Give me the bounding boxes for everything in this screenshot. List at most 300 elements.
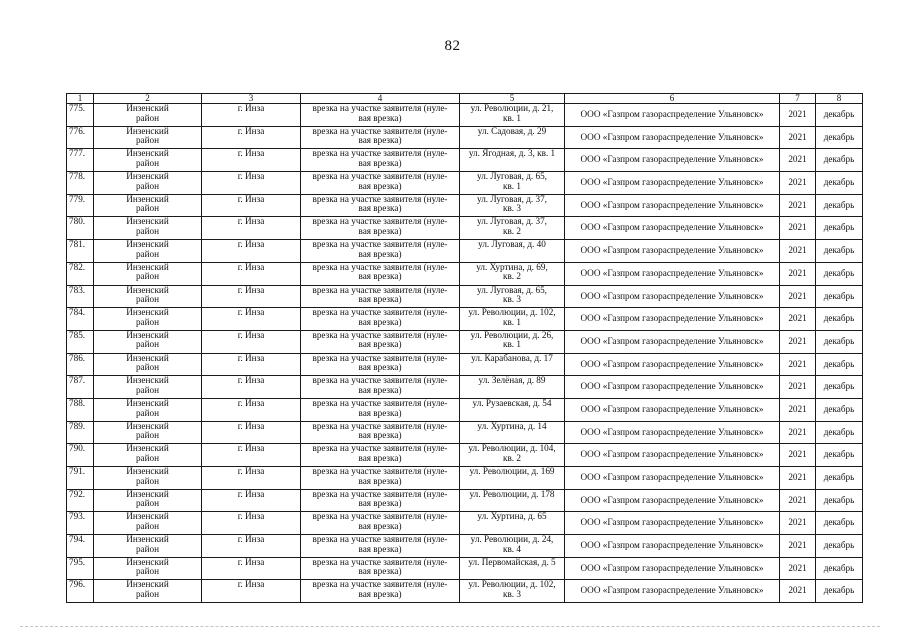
address-line: кв. 1: [503, 180, 521, 191]
address-cell: [460, 421, 565, 444]
row-number: 791.: [67, 467, 94, 490]
address-cell: [460, 353, 565, 376]
address-cell: [460, 126, 565, 149]
page-number: 82: [444, 38, 461, 54]
work-description-cell: [301, 285, 460, 308]
address-line: ул. Луговая, д. 37,: [477, 216, 547, 227]
description-line: врезка на участке заявителя (нуле-: [312, 285, 448, 295]
month-cell: декабрь: [816, 398, 863, 421]
district-cell: [94, 489, 202, 512]
description-line: вая врезка): [358, 543, 402, 554]
work-description-cell: [301, 149, 460, 172]
table-row: [67, 398, 863, 421]
organization-cell: ООО «Газпром газораспределение Ульяновск»: [565, 467, 780, 490]
table-row: [67, 376, 863, 399]
column-header: 1: [67, 94, 94, 104]
organization-cell: ООО «Газпром газораспределение Ульяновск»: [565, 489, 780, 512]
work-description-cell: [301, 262, 460, 285]
table-row: [67, 240, 863, 263]
address-line: ул. Революции, д. 104,: [468, 443, 556, 454]
table-row: [67, 489, 863, 512]
address-line: кв. 4: [503, 543, 521, 554]
work-description-cell: [301, 330, 460, 353]
description-line: вая врезка): [358, 430, 402, 441]
address-cell: [460, 535, 565, 558]
table-row: [67, 421, 863, 444]
description-line: врезка на участке заявителя (нуле-: [312, 307, 448, 318]
year-cell: 2021: [780, 580, 816, 603]
organization-cell: ООО «Газпром газораспределение Ульяновск»: [565, 149, 780, 172]
year-cell: 2021: [780, 285, 816, 308]
district-line: район: [135, 203, 160, 214]
month-cell: декабрь: [816, 308, 863, 331]
year-cell: 2021: [780, 149, 816, 172]
description-line: вая врезка): [358, 203, 402, 214]
work-description-cell: [301, 557, 460, 580]
row-number: 775.: [67, 104, 94, 127]
district-line: район: [135, 316, 160, 327]
description-line: вая врезка): [358, 135, 402, 146]
address-line: ул. Луговая, д. 65,: [477, 285, 547, 295]
city-cell: г. Инза: [202, 467, 301, 490]
year-cell: 2021: [780, 444, 816, 467]
description-line: врезка на участке заявителя (нуле-: [312, 534, 448, 545]
district-line: район: [135, 384, 160, 395]
address-line: ул. Революции, д. 26,: [470, 330, 554, 340]
address-cell: [460, 149, 565, 172]
district-cell: [94, 262, 202, 285]
gasification-table: [66, 93, 863, 603]
work-description-cell: [301, 104, 460, 127]
description-line: врезка на участке заявителя (нуле-: [312, 511, 448, 522]
organization-cell: ООО «Газпром газораспределение Ульяновск»: [565, 194, 780, 217]
description-line: вая врезка): [358, 362, 402, 373]
row-number: 787.: [67, 376, 94, 399]
district-cell: [94, 330, 202, 353]
month-cell: декабрь: [816, 512, 863, 535]
work-description-cell: [301, 580, 460, 603]
description-line: вая врезка): [358, 407, 402, 418]
city-cell: г. Инза: [202, 149, 301, 172]
table-row: [67, 330, 863, 353]
description-line: вая врезка): [358, 226, 402, 237]
table-row: [67, 149, 863, 172]
table-row: [67, 467, 863, 490]
city-cell: г. Инза: [202, 126, 301, 149]
district-line: Инзенский: [126, 398, 169, 408]
organization-cell: ООО «Газпром газораспределение Ульяновск»: [565, 512, 780, 535]
address-cell: [460, 172, 565, 195]
district-line: район: [135, 135, 160, 146]
column-header: 8: [816, 94, 863, 104]
district-line: Инзенский: [126, 443, 169, 454]
row-number: 776.: [67, 126, 94, 149]
column-header: 2: [94, 94, 202, 104]
district-cell: [94, 217, 202, 240]
year-cell: 2021: [780, 353, 816, 376]
district-line: Инзенский: [126, 103, 169, 113]
organization-cell: ООО «Газпром газораспределение Ульяновск»: [565, 172, 780, 195]
year-cell: 2021: [780, 104, 816, 127]
description-line: вая врезка): [358, 271, 402, 282]
column-header: 5: [460, 94, 565, 104]
district-line: район: [135, 180, 160, 191]
year-cell: 2021: [780, 217, 816, 240]
district-line: район: [135, 475, 160, 486]
district-line: Инзенский: [126, 466, 169, 476]
description-line: вая врезка): [358, 384, 402, 395]
description-line: врезка на участке заявителя (нуле-: [312, 443, 448, 454]
row-number: 777.: [67, 149, 94, 172]
organization-cell: ООО «Газпром газораспределение Ульяновск»: [565, 285, 780, 308]
year-cell: 2021: [780, 421, 816, 444]
organization-cell: ООО «Газпром газораспределение Ульяновск»: [565, 398, 780, 421]
address-line: кв. 2: [503, 452, 521, 463]
row-number: 794.: [67, 535, 94, 558]
year-cell: 2021: [780, 398, 816, 421]
district-line: Инзенский: [126, 262, 169, 272]
description-line: врезка на участке заявителя (нуле-: [312, 330, 448, 340]
address-line: кв. 1: [503, 316, 521, 327]
district-line: район: [135, 407, 160, 418]
table-row: [67, 353, 863, 376]
organization-cell: ООО «Газпром газораспределение Ульяновск»: [565, 262, 780, 285]
city-cell: г. Инза: [202, 444, 301, 467]
district-line: район: [135, 543, 160, 554]
month-cell: декабрь: [816, 104, 863, 127]
description-line: вая врезка): [358, 248, 402, 259]
organization-cell: ООО «Газпром газораспределение Ульяновск»: [565, 217, 780, 240]
month-cell: декабрь: [816, 444, 863, 467]
month-cell: декабрь: [816, 557, 863, 580]
district-line: Инзенский: [126, 421, 169, 431]
row-number: 795.: [67, 557, 94, 580]
year-cell: 2021: [780, 489, 816, 512]
district-line: Инзенский: [126, 489, 169, 499]
address-cell: [460, 262, 565, 285]
month-cell: декабрь: [816, 489, 863, 512]
district-line: Инзенский: [126, 353, 169, 363]
address-line: ул. Хуртина, д. 14: [477, 421, 547, 431]
address-cell: [460, 104, 565, 127]
address-line: кв. 1: [503, 112, 521, 123]
scan-artifact-line: [20, 626, 880, 627]
work-description-cell: [301, 467, 460, 490]
district-cell: [94, 421, 202, 444]
month-cell: декабрь: [816, 217, 863, 240]
description-line: врезка на участке заявителя (нуле-: [312, 466, 448, 476]
district-cell: [94, 353, 202, 376]
district-line: Инзенский: [126, 285, 169, 295]
work-description-cell: [301, 512, 460, 535]
row-number: 778.: [67, 172, 94, 195]
work-description-cell: [301, 353, 460, 376]
district-line: район: [135, 271, 160, 282]
district-cell: [94, 172, 202, 195]
city-cell: г. Инза: [202, 262, 301, 285]
description-line: вая врезка): [358, 566, 402, 577]
city-cell: г. Инза: [202, 353, 301, 376]
description-line: вая врезка): [358, 498, 402, 509]
district-line: Инзенский: [126, 579, 169, 590]
address-line: ул. Революции, д. 178: [469, 489, 555, 499]
district-cell: [94, 194, 202, 217]
year-cell: 2021: [780, 126, 816, 149]
description-line: вая врезка): [358, 180, 402, 191]
city-cell: г. Инза: [202, 489, 301, 512]
address-line: ул. Революции, д. 102,: [468, 579, 556, 590]
district-line: район: [135, 589, 160, 600]
district-line: район: [135, 566, 160, 577]
row-number: 788.: [67, 398, 94, 421]
column-header: 6: [565, 94, 780, 104]
address-cell: [460, 240, 565, 263]
address-cell: [460, 512, 565, 535]
description-line: вая врезка): [358, 452, 402, 463]
address-line: ул. Хуртина, д. 65: [477, 511, 547, 522]
organization-cell: ООО «Газпром газораспределение Ульяновск»: [565, 330, 780, 353]
district-line: Инзенский: [126, 534, 169, 545]
district-line: Инзенский: [126, 194, 169, 204]
work-description-cell: [301, 535, 460, 558]
organization-cell: ООО «Газпром газораспределение Ульяновск»: [565, 353, 780, 376]
organization-cell: ООО «Газпром газораспределение Ульяновск»: [565, 444, 780, 467]
city-cell: г. Инза: [202, 376, 301, 399]
description-line: врезка на участке заявителя (нуле-: [312, 103, 448, 113]
address-cell: [460, 398, 565, 421]
year-cell: 2021: [780, 172, 816, 195]
address-line: ул. Революции, д. 102,: [468, 307, 556, 318]
address-line: ул. Революции, д. 169: [469, 466, 555, 476]
month-cell: декабрь: [816, 149, 863, 172]
description-line: вая врезка): [358, 475, 402, 486]
district-line: Инзенский: [126, 126, 169, 136]
city-cell: г. Инза: [202, 398, 301, 421]
table-row: [67, 580, 863, 603]
organization-cell: ООО «Газпром газораспределение Ульяновск»: [565, 376, 780, 399]
organization-cell: ООО «Газпром газораспределение Ульяновск»: [565, 535, 780, 558]
district-cell: [94, 512, 202, 535]
table-header-row: [67, 94, 863, 104]
row-number: 792.: [67, 489, 94, 512]
table-row: [67, 535, 863, 558]
work-description-cell: [301, 172, 460, 195]
city-cell: г. Инза: [202, 580, 301, 603]
district-line: район: [135, 520, 160, 531]
district-line: Инзенский: [126, 239, 169, 250]
description-line: врезка на участке заявителя (нуле-: [312, 579, 448, 590]
description-line: вая врезка): [358, 294, 402, 305]
district-line: район: [135, 498, 160, 509]
district-line: район: [135, 294, 160, 305]
address-line: ул. Зелёная, д. 89: [478, 375, 546, 386]
table-row: [67, 172, 863, 195]
year-cell: 2021: [780, 535, 816, 558]
work-description-cell: [301, 444, 460, 467]
city-cell: г. Инза: [202, 535, 301, 558]
city-cell: г. Инза: [202, 217, 301, 240]
column-header: 3: [202, 94, 301, 104]
month-cell: декабрь: [816, 580, 863, 603]
month-cell: декабрь: [816, 194, 863, 217]
district-line: район: [135, 430, 160, 441]
year-cell: 2021: [780, 467, 816, 490]
row-number: 790.: [67, 444, 94, 467]
work-description-cell: [301, 126, 460, 149]
city-cell: г. Инза: [202, 421, 301, 444]
address-line: кв. 2: [503, 271, 521, 282]
year-cell: 2021: [780, 557, 816, 580]
description-line: врезка на участке заявителя (нуле-: [312, 421, 448, 431]
address-cell: [460, 285, 565, 308]
month-cell: декабрь: [816, 126, 863, 149]
description-line: вая врезка): [358, 112, 402, 123]
city-cell: г. Инза: [202, 104, 301, 127]
city-cell: г. Инза: [202, 285, 301, 308]
district-cell: [94, 557, 202, 580]
work-description-cell: [301, 489, 460, 512]
organization-cell: ООО «Газпром газораспределение Ульяновск»: [565, 580, 780, 603]
description-line: врезка на участке заявителя (нуле-: [312, 171, 448, 182]
district-line: Инзенский: [126, 171, 169, 182]
address-cell: [460, 308, 565, 331]
row-number: 785.: [67, 330, 94, 353]
description-line: врезка на участке заявителя (нуле-: [312, 489, 448, 499]
table-row: [67, 512, 863, 535]
address-line: кв. 1: [503, 339, 521, 350]
district-cell: [94, 376, 202, 399]
city-cell: г. Инза: [202, 194, 301, 217]
description-line: врезка на участке заявителя (нуле-: [312, 557, 448, 567]
district-cell: [94, 535, 202, 558]
description-line: врезка на участке заявителя (нуле-: [312, 398, 448, 408]
column-header: 4: [301, 94, 460, 104]
district-cell: [94, 285, 202, 308]
district-line: район: [135, 157, 160, 168]
address-line: ул. Луговая, д. 65,: [477, 171, 547, 182]
organization-cell: ООО «Газпром газораспределение Ульяновск»: [565, 421, 780, 444]
district-line: Инзенский: [126, 330, 169, 340]
description-line: врезка на участке заявителя (нуле-: [312, 126, 448, 136]
address-cell: [460, 194, 565, 217]
address-line: кв. 2: [503, 226, 521, 237]
district-line: Инзенский: [126, 148, 169, 159]
year-cell: 2021: [780, 262, 816, 285]
organization-cell: ООО «Газпром газораспределение Ульяновск»: [565, 104, 780, 127]
table-row: [67, 194, 863, 217]
table-row: [67, 308, 863, 331]
district-line: Инзенский: [126, 511, 169, 522]
address-line: ул. Рузаевская, д. 54: [472, 398, 552, 408]
city-cell: г. Инза: [202, 308, 301, 331]
description-line: врезка на участке заявителя (нуле-: [312, 353, 448, 363]
organization-cell: ООО «Газпром газораспределение Ульяновск»: [565, 126, 780, 149]
district-cell: [94, 308, 202, 331]
month-cell: декабрь: [816, 376, 863, 399]
address-line: ул. Луговая, д. 40: [478, 239, 546, 250]
address-cell: [460, 467, 565, 490]
description-line: вая врезка): [358, 339, 402, 350]
address-cell: [460, 580, 565, 603]
description-line: вая врезка): [358, 157, 402, 168]
address-line: ул. Садовая, д. 29: [477, 126, 547, 136]
city-cell: г. Инза: [202, 512, 301, 535]
address-cell: [460, 444, 565, 467]
description-line: врезка на участке заявителя (нуле-: [312, 375, 448, 386]
year-cell: 2021: [780, 376, 816, 399]
address-line: кв. 3: [503, 203, 521, 214]
district-line: район: [135, 248, 160, 259]
district-line: район: [135, 452, 160, 463]
address-line: ул. Первомайская, д. 5: [468, 557, 556, 567]
organization-cell: ООО «Газпром газораспределение Ульяновск»: [565, 240, 780, 263]
row-number: 783.: [67, 285, 94, 308]
district-cell: [94, 240, 202, 263]
work-description-cell: [301, 398, 460, 421]
month-cell: декабрь: [816, 172, 863, 195]
description-line: врезка на участке заявителя (нуле-: [312, 262, 448, 272]
district-cell: [94, 104, 202, 127]
table-body: [67, 104, 863, 603]
district-line: Инзенский: [126, 375, 169, 386]
row-number: 789.: [67, 421, 94, 444]
row-number: 786.: [67, 353, 94, 376]
year-cell: 2021: [780, 240, 816, 263]
year-cell: 2021: [780, 194, 816, 217]
row-number: 782.: [67, 262, 94, 285]
district-cell: [94, 149, 202, 172]
city-cell: г. Инза: [202, 330, 301, 353]
table-row: [67, 126, 863, 149]
address-line: ул. Ягодная, д. 3, кв. 1: [468, 148, 556, 159]
month-cell: декабрь: [816, 262, 863, 285]
description-line: врезка на участке заявителя (нуле-: [312, 216, 448, 227]
district-line: Инзенский: [126, 557, 169, 567]
row-number: 781.: [67, 240, 94, 263]
address-cell: [460, 217, 565, 240]
address-cell: [460, 557, 565, 580]
address-line: ул. Революции, д. 24,: [470, 534, 554, 545]
description-line: вая врезка): [358, 589, 402, 600]
organization-cell: ООО «Газпром газораспределение Ульяновск»: [565, 557, 780, 580]
address-line: кв. 3: [503, 589, 521, 600]
year-cell: 2021: [780, 330, 816, 353]
month-cell: декабрь: [816, 330, 863, 353]
table-row: [67, 285, 863, 308]
table-row: [67, 444, 863, 467]
organization-cell: ООО «Газпром газораспределение Ульяновск»: [565, 308, 780, 331]
year-cell: 2021: [780, 308, 816, 331]
work-description-cell: [301, 421, 460, 444]
month-cell: декабрь: [816, 467, 863, 490]
row-number: 796.: [67, 580, 94, 603]
description-line: врезка на участке заявителя (нуле-: [312, 194, 448, 204]
address-line: ул. Карабанова, д. 17: [471, 353, 553, 363]
row-number: 784.: [67, 308, 94, 331]
address-line: ул. Революции, д. 21,: [470, 103, 554, 113]
address-cell: [460, 330, 565, 353]
address-line: кв. 3: [503, 294, 521, 305]
district-cell: [94, 467, 202, 490]
row-number: 780.: [67, 217, 94, 240]
month-cell: декабрь: [816, 285, 863, 308]
district-cell: [94, 580, 202, 603]
table-row: [67, 104, 863, 127]
row-number: 793.: [67, 512, 94, 535]
year-cell: 2021: [780, 512, 816, 535]
work-description-cell: [301, 240, 460, 263]
description-line: врезка на участке заявителя (нуле-: [312, 239, 448, 250]
